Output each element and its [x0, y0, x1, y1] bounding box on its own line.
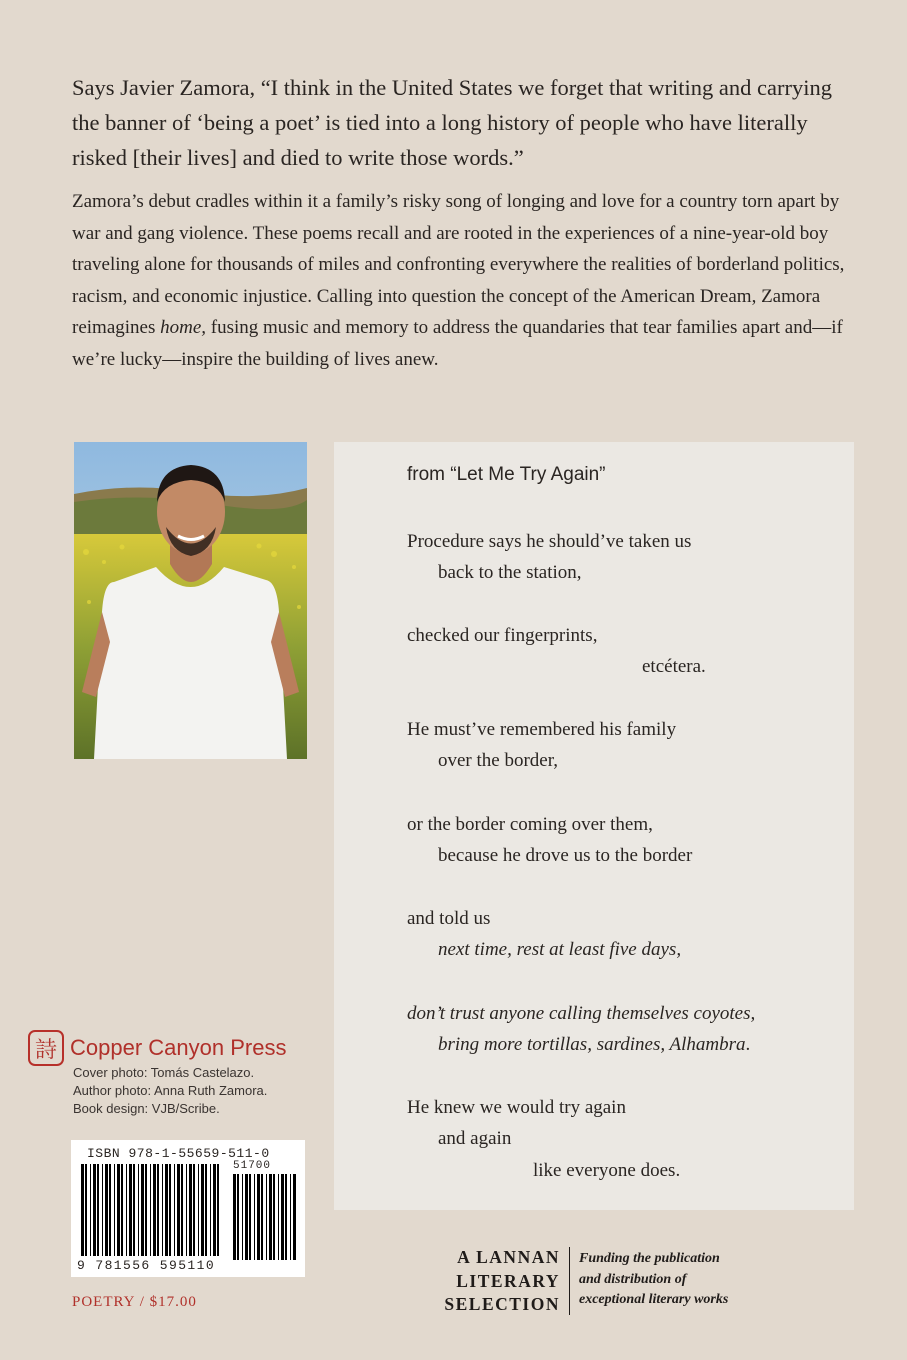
lannan-tagline [579, 1249, 728, 1311]
barcode-bar [269, 1174, 272, 1260]
barcode-bar [126, 1164, 127, 1256]
barcode-bar [165, 1164, 168, 1256]
lannan-line: A LANNAN [457, 1247, 560, 1267]
author-photo [74, 442, 307, 759]
barcode-bar [169, 1164, 171, 1256]
poem-line: He must’ve remembered his family [407, 719, 677, 740]
press-seal-glyph: 詩 [34, 1037, 57, 1063]
barcode-bar [177, 1164, 180, 1256]
barcode-addon-digits: 51700 [233, 1160, 272, 1172]
poem-line-period: . [745, 1034, 751, 1055]
credits [73, 1064, 267, 1118]
poem-title: from “Let Me Try Again” [407, 464, 606, 485]
barcode-bar [261, 1174, 263, 1260]
barcode-bar [109, 1164, 111, 1256]
ean-digits: 9 781556 595110 [77, 1258, 216, 1273]
lannan-line: SELECTION [444, 1294, 560, 1314]
barcode-bar [145, 1164, 147, 1256]
lannan-tagline-line: exceptional literary works [579, 1292, 729, 1307]
description-emphasis: home, [160, 317, 207, 338]
barcode-bar [93, 1164, 96, 1256]
isbn-barcode [71, 1140, 305, 1277]
credit-line: Cover photo: Tomás Castelazo. [73, 1065, 255, 1080]
book-description [72, 186, 862, 375]
barcode-bar [90, 1164, 91, 1256]
barcode-bar [278, 1174, 279, 1260]
poem-line: Procedure says he should’ve taken us [407, 531, 692, 552]
barcode-bar [181, 1164, 183, 1256]
barcode-bar [233, 1174, 236, 1260]
barcode-bar [186, 1164, 187, 1256]
barcode-bar [205, 1164, 207, 1256]
lannan-divider [569, 1247, 570, 1315]
poem-line-mixed [438, 1034, 750, 1056]
barcode-bar [210, 1164, 211, 1256]
poem-line: checked our fingerprints, [407, 625, 598, 646]
category-price: POETRY / $17.00 [72, 1294, 197, 1310]
publisher-name: Copper Canyon Press [70, 1035, 287, 1060]
barcode-bar [281, 1174, 284, 1260]
poem-line-italic: bring more tortillas, sardines, Alhambra [438, 1034, 746, 1055]
barcode-bar [254, 1174, 255, 1260]
barcode-bar [81, 1164, 84, 1256]
lannan-line: LITERARY [456, 1270, 560, 1291]
barcode-bar [193, 1164, 195, 1256]
poem-excerpt-panel [334, 442, 854, 1210]
barcode-bar [257, 1174, 260, 1260]
poem-line: He knew we would try again [407, 1097, 626, 1118]
barcode-bar [198, 1164, 199, 1256]
poem-line-italic: don’t trust anyone calling themselves coyotes, [407, 1003, 756, 1024]
barcode-bar [150, 1164, 151, 1256]
barcode-bar [129, 1164, 132, 1256]
barcode-bar [273, 1174, 275, 1260]
description-part-2: fusing music and memory to address the quandaries that tear families apart and—if we’re lucky—inspire the building of lives anew. [72, 317, 843, 370]
publisher-logo [28, 1030, 286, 1066]
author-photo-illustration [74, 442, 307, 759]
barcode-bars-icon [71, 1140, 305, 1277]
barcode-bar [153, 1164, 156, 1256]
poem-line: etcétera. [642, 656, 706, 677]
barcode-bar [162, 1164, 163, 1256]
barcode-bar [217, 1164, 219, 1256]
barcode-bar [97, 1164, 99, 1256]
barcode-bar [285, 1174, 287, 1260]
poem-line-italic: next time, rest at least five days, [438, 939, 682, 960]
barcode-bar [189, 1164, 192, 1256]
lannan-tagline-line: Funding the publication [579, 1251, 720, 1266]
poem-line: back to the station, [438, 562, 582, 583]
barcode-bar [141, 1164, 144, 1256]
poem-line: like everyone does. [533, 1160, 681, 1181]
credit-line: Book design: VJB/Scribe. [73, 1101, 220, 1116]
poem-line: because he drove us to the border [438, 845, 693, 866]
barcode-bar [237, 1174, 239, 1260]
barcode-bar [293, 1174, 296, 1260]
barcode-bar [138, 1164, 139, 1256]
credit-line: Author photo: Anna Ruth Zamora. [73, 1083, 268, 1098]
barcode-bar [242, 1174, 243, 1260]
lannan-selection-label [420, 1246, 560, 1317]
barcode-bar [213, 1164, 216, 1256]
poem-line: or the border coming over them, [407, 814, 653, 835]
barcode-bar [201, 1164, 204, 1256]
barcode-bar [174, 1164, 175, 1256]
poem-line: and told us [407, 908, 491, 929]
barcode-bar [245, 1174, 248, 1260]
poem-line: over the border, [438, 750, 559, 771]
barcode-bar [117, 1164, 120, 1256]
barcode-bar [157, 1164, 159, 1256]
poem-line: and again [438, 1128, 512, 1149]
barcode-bar [102, 1164, 103, 1256]
isbn-number: ISBN 978-1-55659-511-0 [87, 1146, 270, 1161]
barcode-bar [121, 1164, 123, 1256]
barcode-bar [266, 1174, 267, 1260]
barcode-bar [290, 1174, 291, 1260]
barcode-bar [133, 1164, 135, 1256]
lannan-tagline-line: and distribution of [579, 1271, 687, 1287]
author-quote: Says Javier Zamora, “I think in the United States we forget that writing and carrying the banner of ‘being a poet’ is tied into a long history of people who have literally risked [their lives] and died to write those words.” [72, 75, 833, 170]
barcode-bar [85, 1164, 87, 1256]
barcode-bar [249, 1174, 251, 1260]
barcode-bar [114, 1164, 115, 1256]
barcode-bar [105, 1164, 108, 1256]
description-part-1: Zamora’s debut cradles within it a family’s risky song of longing and love for a country torn apart by war and gang violence. These poems recall and are rooted in the experiences of a nine-year-old boy traveling alone for thousands of miles and confronting everywhere the realities of borderland politics, racism, and economic injustice. Calling into question the concept of the American Dream, Zamora reimagines [72, 191, 845, 338]
press-seal-icon [28, 1030, 64, 1066]
